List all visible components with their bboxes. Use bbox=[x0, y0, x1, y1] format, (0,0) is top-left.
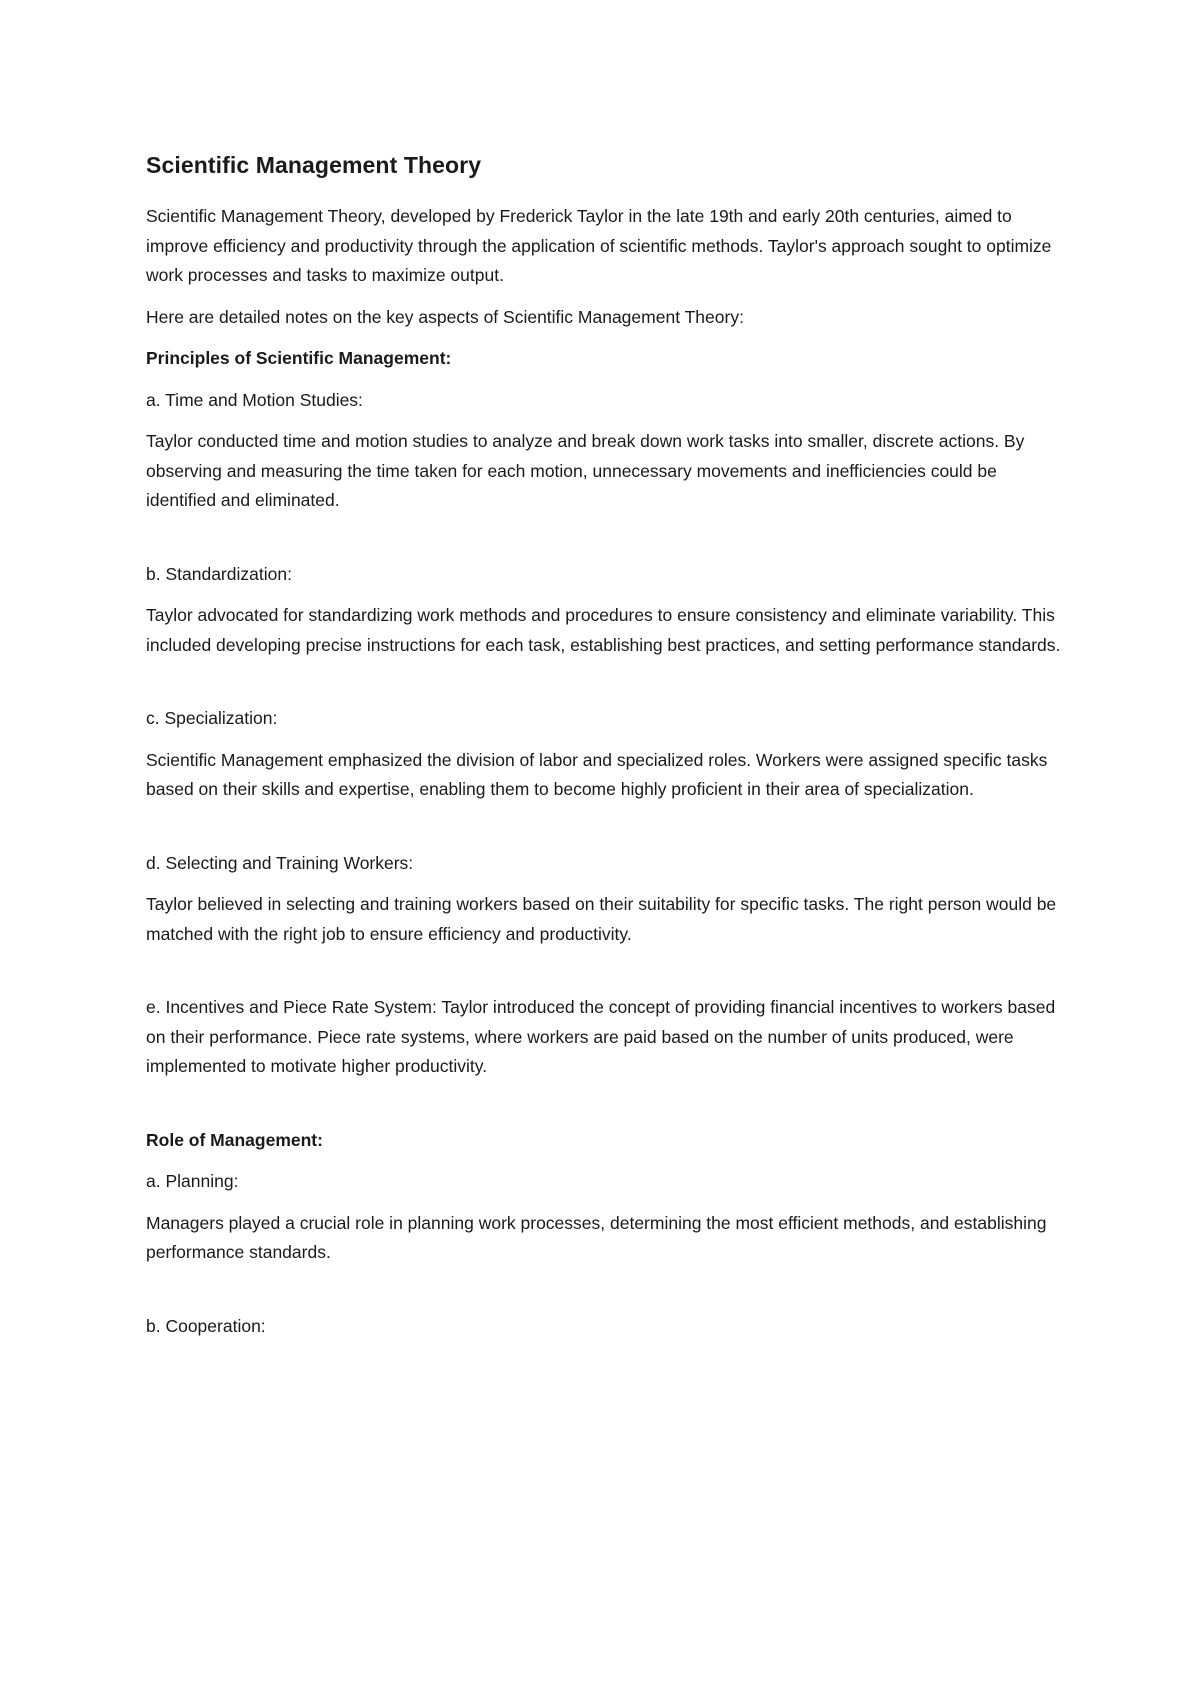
principle-label-selecting-training: d. Selecting and Training Workers: bbox=[146, 852, 414, 873]
principle-label-specialization: c. Specialization: bbox=[146, 708, 278, 728]
lead-in-paragraph: Here are detailed notes on the key aspects of Scientific Management Theory: bbox=[146, 306, 744, 327]
management-text-planning: Managers played a crucial role in planning work processes, determining the most efficient methods, and establishing performance standards. bbox=[146, 1212, 1047, 1262]
principle-label-standardization: b. Standardization: bbox=[146, 563, 292, 584]
management-heading: Role of Management: bbox=[146, 1129, 323, 1150]
management-label-cooperation: b. Cooperation: bbox=[146, 1315, 266, 1336]
principle-text-selecting-training: Taylor believed in selecting and training workers based on their suitability for specific tasks. The right person would be matched with the right job to ensure efficiency and productivity. bbox=[146, 894, 1057, 944]
management-label-planning: a. Planning: bbox=[146, 1171, 239, 1191]
principle-text-time-motion: Taylor conducted time and motion studies to analyze and break down work tasks into smaller, discrete actions. By observing and measuring the time taken for each motion, unnecessary movements and inefficiencies could be identified and eliminated. bbox=[146, 431, 1025, 510]
principle-text-specialization: Scientific Management emphasized the division of labor and specialized roles. Workers were assigned specific tasks based on their skills and expertise, enabling them to become highly proficient in their area of specialization. bbox=[146, 749, 1048, 799]
principle-incentives-paragraph: e. Incentives and Piece Rate System: Taylor introduced the concept of providing financial incentives to workers based on their performance. Piece rate systems, where workers are paid based on the number of units produced, were implemented to motivate higher productivity. bbox=[146, 997, 1056, 1076]
document-body bbox=[146, 148, 1066, 1353]
principle-text-standardization: Taylor advocated for standardizing work methods and procedures to ensure consistency and eliminate variability. This included developing precise instructions for each task, establishing best practices, and setting performance standards. bbox=[146, 605, 1061, 655]
document-title: Scientific Management Theory bbox=[146, 152, 482, 178]
principle-label-time-motion: a. Time and Motion Studies: bbox=[146, 389, 363, 410]
principles-heading: Principles of Scientific Management: bbox=[146, 348, 452, 368]
intro-paragraph: Scientific Management Theory, developed by Frederick Taylor in the late 19th and early 20th centuries, aimed to improve efficiency and productivity through the application of scientific methods. Taylor's approach sought to optimize work processes and tasks to maximize output. bbox=[146, 206, 1052, 285]
